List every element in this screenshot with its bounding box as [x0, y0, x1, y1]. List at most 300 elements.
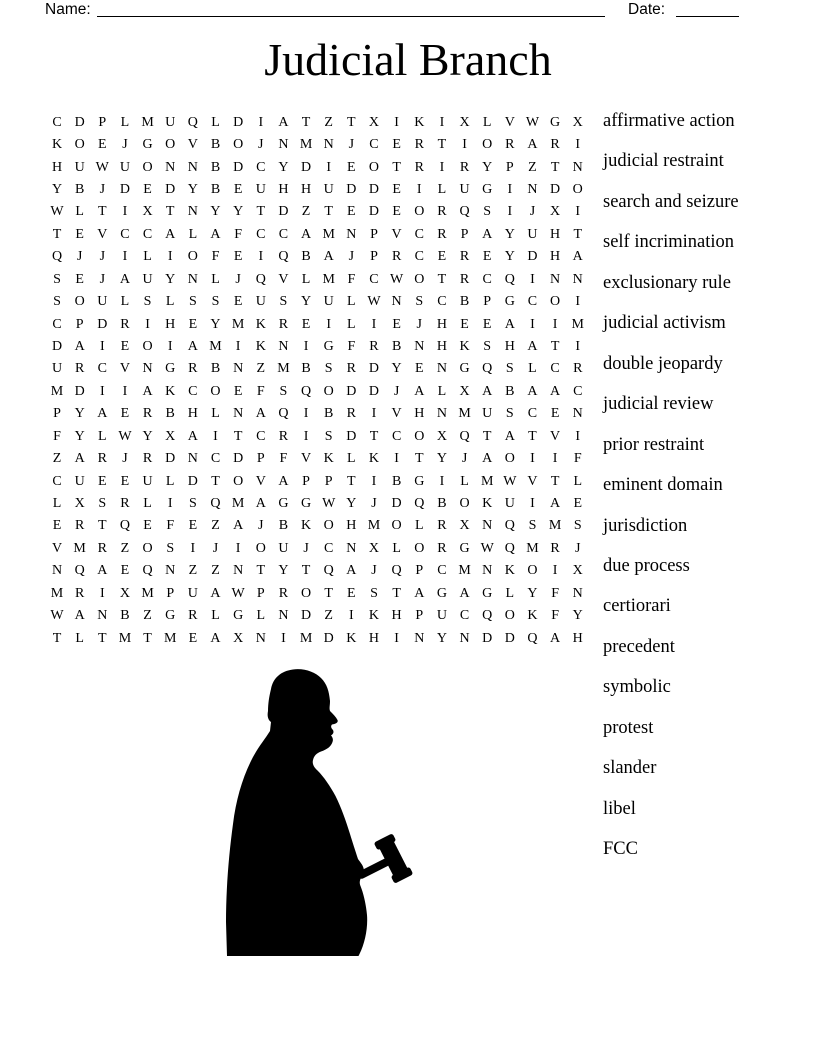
grid-letter: W: [50, 608, 64, 624]
grid-letter: C: [256, 159, 266, 175]
grid-letter: R: [74, 585, 85, 601]
grid-letter: T: [98, 204, 107, 220]
grid-letter: L: [573, 473, 583, 489]
grid-letter: U: [97, 294, 108, 310]
grid-letter: M: [50, 585, 64, 601]
grid-letter: I: [303, 406, 309, 422]
grid-letter: B: [459, 294, 470, 310]
grid-letter: H: [368, 630, 380, 646]
grid-letter: A: [414, 383, 425, 399]
grid-letter: K: [51, 137, 63, 153]
word-search-grid: [46, 112, 589, 650]
grid-letter: T: [392, 585, 401, 601]
grid-letter: S: [211, 294, 220, 310]
word-list-item: search and seizure: [603, 191, 739, 212]
grid-letter: M: [141, 585, 154, 601]
grid-letter: X: [459, 114, 470, 130]
grid-letter: E: [98, 137, 107, 153]
grid-letter: A: [210, 226, 221, 242]
grid-letter: P: [166, 585, 175, 601]
grid-letter: O: [142, 339, 153, 355]
grid-letter: H: [414, 406, 425, 422]
grid-letter: Q: [119, 518, 130, 534]
grid-letter: A: [323, 249, 334, 265]
grid-letter: H: [391, 608, 402, 624]
grid-letter: X: [436, 428, 447, 444]
word-list-item: double jeopardy: [603, 353, 723, 374]
grid-letter: O: [459, 495, 470, 511]
grid-letter: R: [120, 495, 130, 511]
grid-letter: L: [392, 540, 401, 556]
word-list-item: FCC: [603, 839, 638, 860]
grid-letter: Z: [301, 204, 311, 220]
grid-letter: G: [436, 585, 447, 601]
grid-letter: T: [52, 630, 62, 646]
grid-letter: A: [572, 249, 583, 265]
grid-letter: C: [573, 383, 583, 399]
grid-letter: D: [346, 383, 357, 399]
grid-letter: I: [575, 137, 581, 153]
grid-letter: E: [301, 316, 311, 332]
grid-letter: E: [347, 585, 356, 601]
grid-letter: M: [299, 630, 313, 646]
grid-letter: J: [258, 137, 264, 153]
grid-letter: Q: [278, 249, 289, 265]
grid-letter: T: [482, 428, 492, 444]
grid-letter: G: [323, 339, 334, 355]
grid-letter: E: [75, 226, 84, 242]
grid-letter: I: [167, 495, 173, 511]
grid-letter: M: [163, 630, 177, 646]
grid-letter: N: [97, 608, 108, 624]
grid-letter: D: [346, 182, 357, 198]
grid-letter: D: [346, 428, 357, 444]
grid-letter: E: [120, 473, 130, 489]
grid-letter: V: [278, 271, 289, 287]
grid-letter: H: [550, 249, 561, 265]
grid-letter: E: [120, 339, 130, 355]
grid-letter: J: [393, 383, 400, 399]
grid-letter: R: [74, 518, 85, 534]
grid-letter: G: [482, 585, 493, 601]
grid-letter: T: [437, 271, 447, 287]
grid-letter: S: [53, 294, 61, 310]
grid-letter: I: [416, 182, 422, 198]
grid-letter: F: [573, 451, 582, 467]
grid-letter: H: [572, 630, 583, 646]
grid-letter: N: [346, 540, 357, 556]
date-label: Date:: [628, 1, 666, 18]
grid-letter: H: [51, 159, 63, 175]
grid-letter: L: [211, 608, 220, 624]
grid-letter: G: [504, 294, 515, 310]
grid-letter: A: [550, 630, 561, 646]
grid-letter: N: [527, 182, 538, 198]
word-list: [603, 101, 739, 870]
grid-letter: I: [213, 428, 218, 444]
grid-letter: H: [550, 226, 561, 242]
word-list-item: due process: [603, 555, 690, 576]
grid-letter: C: [459, 608, 470, 624]
grid-letter: N: [414, 339, 425, 355]
grid-letter: R: [188, 361, 198, 377]
grid-letter: N: [436, 361, 447, 377]
grid-letter: X: [572, 563, 583, 579]
grid-letter: I: [530, 451, 535, 467]
grid-letter: J: [76, 249, 83, 265]
grid-letter: L: [98, 428, 107, 444]
grid-letter: B: [210, 137, 221, 153]
grid-letter: W: [480, 540, 494, 556]
grid-letter: S: [505, 361, 514, 377]
grid-letter: G: [233, 608, 244, 624]
grid-letter: Q: [51, 249, 63, 265]
grid-letter: I: [303, 339, 309, 355]
grid-letter: C: [527, 294, 538, 310]
word-list-item: jurisdiction: [603, 515, 688, 536]
grid-letter: N: [187, 159, 198, 175]
grid-letter: O: [300, 585, 312, 601]
grid-letter: E: [347, 204, 356, 220]
grid-letter: Z: [256, 361, 266, 377]
date-blank-line: [676, 16, 739, 17]
grid-letter: G: [459, 540, 470, 556]
grid-letter: O: [504, 608, 515, 624]
grid-letter: U: [51, 361, 63, 377]
grid-letter: E: [392, 182, 401, 198]
grid-letter: B: [210, 182, 221, 198]
grid-letter: F: [551, 608, 559, 624]
grid-letter: L: [414, 518, 424, 534]
grid-letter: Y: [504, 226, 515, 242]
grid-letter: Q: [300, 383, 312, 399]
grid-letter: I: [552, 316, 558, 332]
grid-letter: S: [370, 585, 378, 601]
grid-letter: I: [145, 316, 150, 332]
grid-letter: O: [482, 137, 493, 153]
grid-letter: J: [258, 518, 264, 534]
grid-letter: S: [143, 294, 152, 310]
grid-letter: M: [141, 114, 154, 130]
grid-letter: U: [187, 585, 198, 601]
grid-letter: I: [258, 249, 264, 265]
grid-letter: R: [142, 406, 153, 422]
grid-letter: Y: [51, 182, 63, 198]
grid-letter: U: [119, 159, 130, 175]
grid-letter: Z: [324, 608, 333, 624]
grid-letter: U: [278, 540, 289, 556]
grid-letter: J: [348, 137, 355, 153]
grid-letter: R: [278, 428, 289, 444]
grid-letter: K: [527, 608, 538, 624]
grid-letter: T: [301, 563, 311, 579]
grid-letter: N: [572, 585, 583, 601]
grid-letter: W: [525, 114, 540, 130]
grid-letter: V: [255, 473, 266, 489]
grid-letter: A: [97, 406, 108, 422]
grid-letter: I: [394, 630, 399, 646]
grid-letter: T: [392, 159, 401, 175]
grid-letter: E: [460, 316, 469, 332]
grid-letter: T: [369, 428, 379, 444]
grid-letter: B: [437, 495, 447, 511]
grid-letter: S: [166, 540, 175, 556]
grid-letter: O: [142, 540, 153, 556]
grid-letter: I: [303, 428, 309, 444]
grid-letter: Y: [436, 630, 447, 646]
grid-letter: F: [211, 249, 220, 265]
grid-letter: N: [482, 518, 493, 534]
grid-letter: Y: [391, 361, 402, 377]
grid-letter: O: [323, 383, 334, 399]
grid-letter: Y: [504, 249, 515, 265]
grid-letter: S: [483, 204, 492, 220]
grid-letter: M: [458, 563, 471, 579]
grid-letter: E: [392, 204, 401, 220]
grid-letter: I: [552, 451, 558, 467]
grid-letter: N: [255, 630, 266, 646]
grid-letter: P: [370, 226, 378, 242]
grid-letter: B: [210, 159, 221, 175]
grid-letter: V: [51, 540, 63, 556]
grid-letter: R: [437, 226, 447, 242]
grid-letter: H: [300, 182, 312, 198]
grid-letter: N: [391, 294, 402, 310]
grid-letter: B: [278, 518, 289, 534]
grid-letter: P: [98, 114, 107, 130]
grid-letter: U: [255, 294, 266, 310]
grid-letter: Q: [391, 563, 402, 579]
grid-letter: T: [233, 428, 243, 444]
grid-letter: P: [370, 249, 378, 265]
grid-letter: X: [368, 114, 380, 130]
grid-letter: E: [437, 249, 447, 265]
grid-letter: J: [303, 540, 309, 556]
grid-letter: T: [550, 159, 560, 175]
grid-letter: U: [323, 294, 334, 310]
grid-letter: N: [323, 137, 334, 153]
grid-letter: O: [527, 563, 538, 579]
grid-letter: C: [414, 226, 424, 242]
grid-letter: L: [528, 361, 537, 377]
grid-letter: J: [461, 451, 468, 467]
grid-letter: Y: [187, 182, 198, 198]
grid-letter: Q: [459, 428, 470, 444]
grid-letter: L: [211, 406, 220, 422]
grid-letter: M: [209, 339, 222, 355]
grid-letter: I: [575, 428, 581, 444]
grid-letter: Q: [414, 495, 425, 511]
grid-letter: T: [550, 339, 560, 355]
grid-letter: D: [368, 204, 380, 220]
grid-letter: E: [482, 316, 492, 332]
grid-letter: N: [278, 137, 289, 153]
grid-letter: O: [504, 451, 515, 467]
grid-letter: G: [482, 182, 493, 198]
grid-letter: B: [120, 608, 130, 624]
grid-letter: R: [74, 361, 85, 377]
grid-letter: M: [480, 473, 494, 489]
grid-letter: R: [142, 451, 153, 467]
grid-letter: N: [436, 406, 447, 422]
grid-letter: W: [50, 204, 64, 220]
grid-letter: J: [122, 451, 128, 467]
grid-letter: N: [187, 451, 198, 467]
grid-letter: Y: [572, 608, 583, 624]
grid-letter: R: [550, 540, 560, 556]
grid-letter: A: [255, 406, 266, 422]
grid-letter: B: [74, 182, 85, 198]
grid-letter: M: [526, 540, 539, 556]
grid-letter: O: [572, 182, 583, 198]
grid-letter: Y: [74, 428, 85, 444]
grid-letter: C: [369, 137, 379, 153]
grid-letter: B: [210, 361, 221, 377]
grid-letter: S: [573, 518, 582, 534]
grid-letter: G: [300, 495, 312, 511]
grid-letter: L: [211, 271, 220, 287]
grid-letter: J: [212, 540, 219, 556]
grid-letter: U: [323, 182, 334, 198]
grid-letter: E: [75, 271, 84, 287]
grid-letter: I: [371, 316, 377, 332]
grid-letter: D: [51, 339, 63, 355]
grid-letter: I: [394, 451, 399, 467]
grid-letter: A: [482, 451, 493, 467]
grid-letter: O: [414, 540, 425, 556]
grid-letter: Y: [300, 294, 312, 310]
grid-letter: C: [188, 383, 198, 399]
grid-letter: E: [52, 518, 62, 534]
grid-letter: U: [165, 114, 176, 130]
grid-letter: R: [278, 585, 289, 601]
grid-letter: R: [346, 406, 356, 422]
grid-letter: E: [188, 518, 198, 534]
grid-letter: M: [299, 137, 313, 153]
grid-letter: T: [414, 451, 424, 467]
grid-letter: C: [369, 271, 379, 287]
grid-letter: R: [437, 518, 447, 534]
grid-letter: A: [165, 226, 176, 242]
grid-letter: T: [324, 204, 333, 220]
grid-letter: I: [167, 249, 173, 265]
grid-letter: Q: [323, 563, 334, 579]
grid-letter: P: [302, 473, 310, 489]
grid-letter: S: [279, 383, 288, 399]
grid-letter: R: [459, 159, 470, 175]
grid-letter: Y: [210, 204, 221, 220]
grid-letter: F: [166, 518, 175, 534]
grid-letter: S: [188, 495, 197, 511]
grid-letter: R: [369, 339, 379, 355]
grid-letter: C: [324, 540, 334, 556]
grid-letter: E: [414, 361, 424, 377]
grid-letter: N: [142, 361, 153, 377]
grid-letter: Z: [120, 540, 130, 556]
grid-letter: M: [322, 271, 335, 287]
grid-letter: L: [347, 451, 356, 467]
grid-letter: I: [439, 114, 445, 130]
grid-letter: R: [97, 451, 107, 467]
judge-gavel-silhouette-icon: [200, 660, 450, 970]
grid-letter: S: [324, 428, 333, 444]
grid-letter: A: [74, 608, 85, 624]
grid-letter: P: [256, 451, 265, 467]
grid-letter: K: [482, 495, 493, 511]
grid-letter: W: [503, 473, 517, 489]
grid-letter: L: [211, 114, 220, 130]
grid-letter: P: [53, 406, 61, 422]
grid-letter: P: [324, 473, 333, 489]
grid-letter: Q: [482, 361, 493, 377]
grid-letter: U: [504, 495, 515, 511]
grid-letter: K: [368, 451, 380, 467]
grid-letter: O: [414, 204, 425, 220]
grid-letter: I: [439, 473, 445, 489]
grid-letter: M: [571, 316, 584, 332]
grid-letter: N: [233, 361, 244, 377]
grid-letter: T: [211, 473, 220, 489]
grid-letter: O: [142, 159, 153, 175]
grid-letter: T: [347, 473, 356, 489]
word-list-item: judicial activism: [603, 313, 726, 334]
grid-letter: N: [572, 406, 583, 422]
grid-letter: I: [371, 473, 377, 489]
name-label: Name:: [45, 1, 91, 18]
grid-letter: R: [120, 316, 130, 332]
word-list-item: slander: [603, 758, 657, 779]
grid-letter: V: [97, 226, 108, 242]
grid-letter: R: [437, 204, 447, 220]
grid-letter: C: [142, 226, 153, 242]
grid-letter: R: [188, 608, 198, 624]
grid-letter: I: [575, 204, 581, 220]
grid-letter: O: [187, 249, 198, 265]
grid-letter: Q: [187, 114, 198, 130]
grid-letter: P: [415, 608, 424, 624]
grid-letter: O: [550, 294, 561, 310]
grid-letter: A: [187, 339, 198, 355]
grid-letter: N: [165, 563, 176, 579]
grid-letter: C: [52, 473, 62, 489]
grid-letter: A: [142, 383, 153, 399]
grid-letter: K: [504, 563, 515, 579]
grid-letter: R: [573, 361, 583, 377]
grid-letter: T: [301, 114, 311, 130]
grid-letter: A: [278, 473, 289, 489]
grid-letter: T: [143, 630, 152, 646]
grid-letter: D: [74, 383, 85, 399]
grid-letter: D: [482, 630, 493, 646]
grid-letter: D: [74, 114, 85, 130]
grid-letter: Z: [143, 608, 152, 624]
word-list-item: self incrimination: [603, 232, 735, 253]
grid-letter: J: [371, 563, 377, 579]
grid-letter: A: [74, 339, 85, 355]
grid-letter: K: [255, 316, 266, 332]
grid-letter: J: [235, 271, 241, 287]
grid-letter: A: [97, 563, 108, 579]
grid-letter: D: [233, 114, 244, 130]
grid-letter: V: [550, 428, 561, 444]
grid-letter: C: [256, 226, 266, 242]
grid-letter: A: [482, 226, 493, 242]
grid-letter: G: [414, 473, 425, 489]
grid-letter: W: [95, 159, 109, 175]
grid-letter: J: [99, 182, 106, 198]
grid-letter: I: [530, 316, 535, 332]
grid-letter: B: [391, 339, 402, 355]
